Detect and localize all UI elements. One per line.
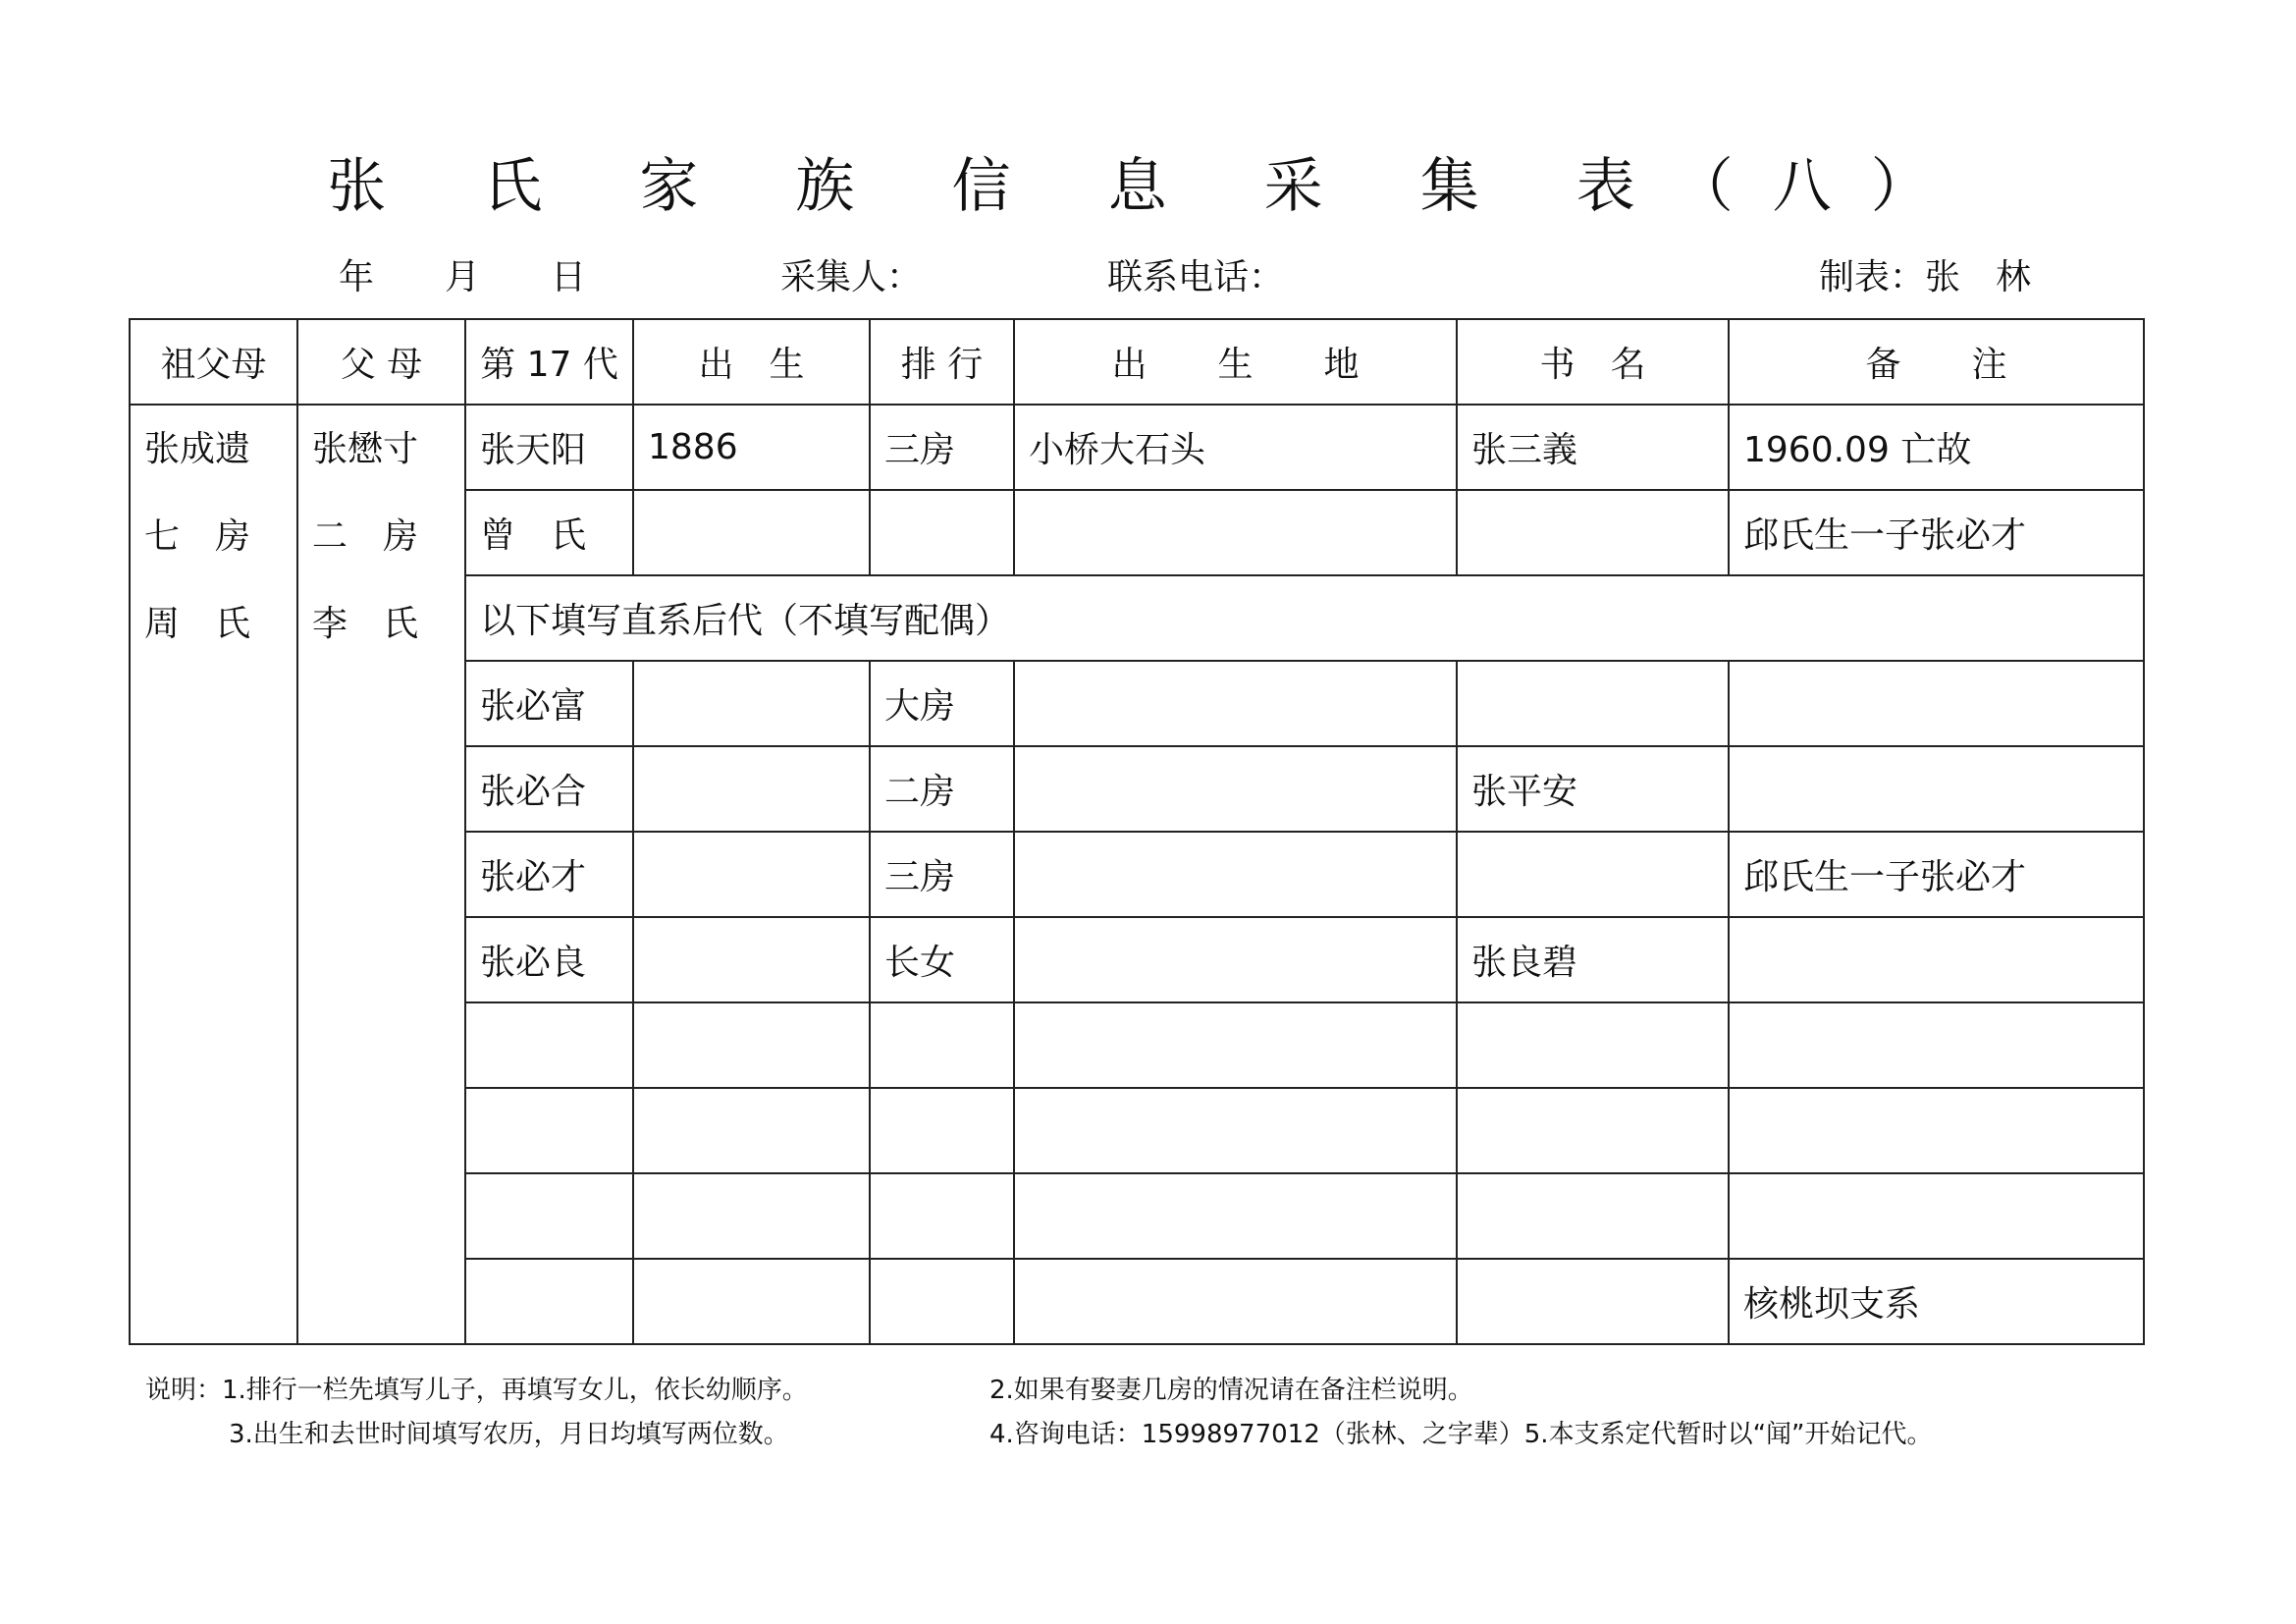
table-cell — [465, 1088, 633, 1173]
table-cell — [1729, 1002, 2144, 1088]
table-cell: 1960.09 亡故 — [1729, 405, 2144, 490]
table-cell — [1014, 1259, 1457, 1344]
table-cell — [1014, 661, 1457, 746]
table-cell — [870, 490, 1014, 575]
note-1: 说明：1.排行一栏先填写儿子，再填写女儿，依长幼顺序。 — [145, 1376, 808, 1405]
mother-name: 李 氏 — [312, 604, 419, 644]
table-cell — [1457, 661, 1729, 746]
page-title: 张 氏 家 族 信 息 采 集 表（八） — [327, 152, 1969, 221]
table-cell: 二房 — [870, 746, 1014, 832]
table-cell: 张三義 — [1457, 405, 1729, 490]
table-cell: 1886 — [633, 405, 870, 490]
descendants-note: 以下填写直系后代（不填写配偶） — [465, 575, 2144, 661]
table-cell — [1014, 746, 1457, 832]
family-info-table — [129, 318, 2145, 1345]
table-cell — [870, 1259, 1014, 1344]
table-cell: 张平安 — [1457, 746, 1729, 832]
grandparent-branch: 七 房 — [144, 516, 251, 557]
table-cell — [633, 746, 870, 832]
table-cell — [1014, 832, 1457, 917]
table-cell: 张必才 — [465, 832, 633, 917]
table-cell — [633, 1173, 870, 1259]
note-4: 4.咨询电话：15998977012（张林、之字辈）5.本支系定代暂时以“闻”开始记代。 — [989, 1420, 1933, 1449]
table-cell — [1729, 1088, 2144, 1173]
note-3: 3.出生和去世时间填写农历，月日均填写两位数。 — [229, 1420, 789, 1449]
table-cell — [1457, 1259, 1729, 1344]
table-cell: 张必富 — [465, 661, 633, 746]
table-cell — [1729, 746, 2144, 832]
col-header-birth: 出 生 — [633, 319, 870, 405]
table-cell — [465, 1002, 633, 1088]
col-header-book-name: 书 名 — [1457, 319, 1729, 405]
grandparent-name: 张成遗 — [144, 429, 251, 469]
table-cell: 曾 氏 — [465, 490, 633, 575]
father-branch: 二 房 — [312, 516, 419, 557]
col-header-generation: 第 17 代 — [465, 319, 633, 405]
table-cell: 小桥大石头 — [1014, 405, 1457, 490]
table-cell — [1729, 661, 2144, 746]
table-cell — [1457, 1002, 1729, 1088]
table-cell: 张良碧 — [1457, 917, 1729, 1002]
table-cell: 邱氏生一子张必才 — [1729, 490, 2144, 575]
table-cell — [1014, 1088, 1457, 1173]
table-cell: 张必合 — [465, 746, 633, 832]
table-cell — [633, 1259, 870, 1344]
table-cell — [1457, 1173, 1729, 1259]
table-cell — [1729, 917, 2144, 1002]
table-cell — [870, 1002, 1014, 1088]
table-cell — [633, 917, 870, 1002]
table-row — [130, 405, 2144, 490]
table-cell: 张天阳 — [465, 405, 633, 490]
note-2: 2.如果有娶妻几房的情况请在备注栏说明。 — [989, 1376, 1473, 1405]
table-cell — [1014, 1002, 1457, 1088]
table-cell — [633, 832, 870, 917]
table-cell — [633, 1088, 870, 1173]
table-cell: 核桃坝支系 — [1729, 1259, 2144, 1344]
phone-label: 联系电话： — [1107, 257, 1285, 298]
table-cell — [1014, 1173, 1457, 1259]
col-header-remarks: 备 注 — [1729, 319, 2144, 405]
collector-label: 采集人： — [780, 257, 923, 298]
table-cell — [465, 1173, 633, 1259]
table-cell: 三房 — [870, 832, 1014, 917]
table-cell — [465, 1259, 633, 1344]
table-cell — [870, 1173, 1014, 1259]
table-cell — [1457, 832, 1729, 917]
table-cell — [1014, 917, 1457, 1002]
table-cell — [1457, 1088, 1729, 1173]
table-cell — [1014, 490, 1457, 575]
parents-cell — [297, 405, 465, 1344]
grandmother-name: 周 氏 — [144, 604, 251, 644]
table-cell — [1729, 1173, 2144, 1259]
table-cell: 邱氏生一子张必才 — [1729, 832, 2144, 917]
table-cell — [633, 1002, 870, 1088]
table-cell: 张必良 — [465, 917, 633, 1002]
col-header-parents: 父 母 — [297, 319, 465, 405]
table-cell — [633, 661, 870, 746]
table-cell: 长女 — [870, 917, 1014, 1002]
header-row — [130, 319, 2144, 405]
maker-label: 制表：张 林 — [1819, 257, 2032, 298]
table-cell — [633, 490, 870, 575]
table-cell: 三房 — [870, 405, 1014, 490]
father-name: 张懋寸 — [312, 429, 419, 469]
col-header-rank: 排 行 — [870, 319, 1014, 405]
col-header-birthplace: 出 生 地 — [1014, 319, 1457, 405]
grandparents-cell — [130, 405, 297, 1344]
table-cell — [1457, 490, 1729, 575]
table-cell: 大房 — [870, 661, 1014, 746]
table-cell — [870, 1088, 1014, 1173]
date-label: 年 月 日 — [339, 257, 587, 298]
col-header-grandparents: 祖父母 — [130, 319, 297, 405]
